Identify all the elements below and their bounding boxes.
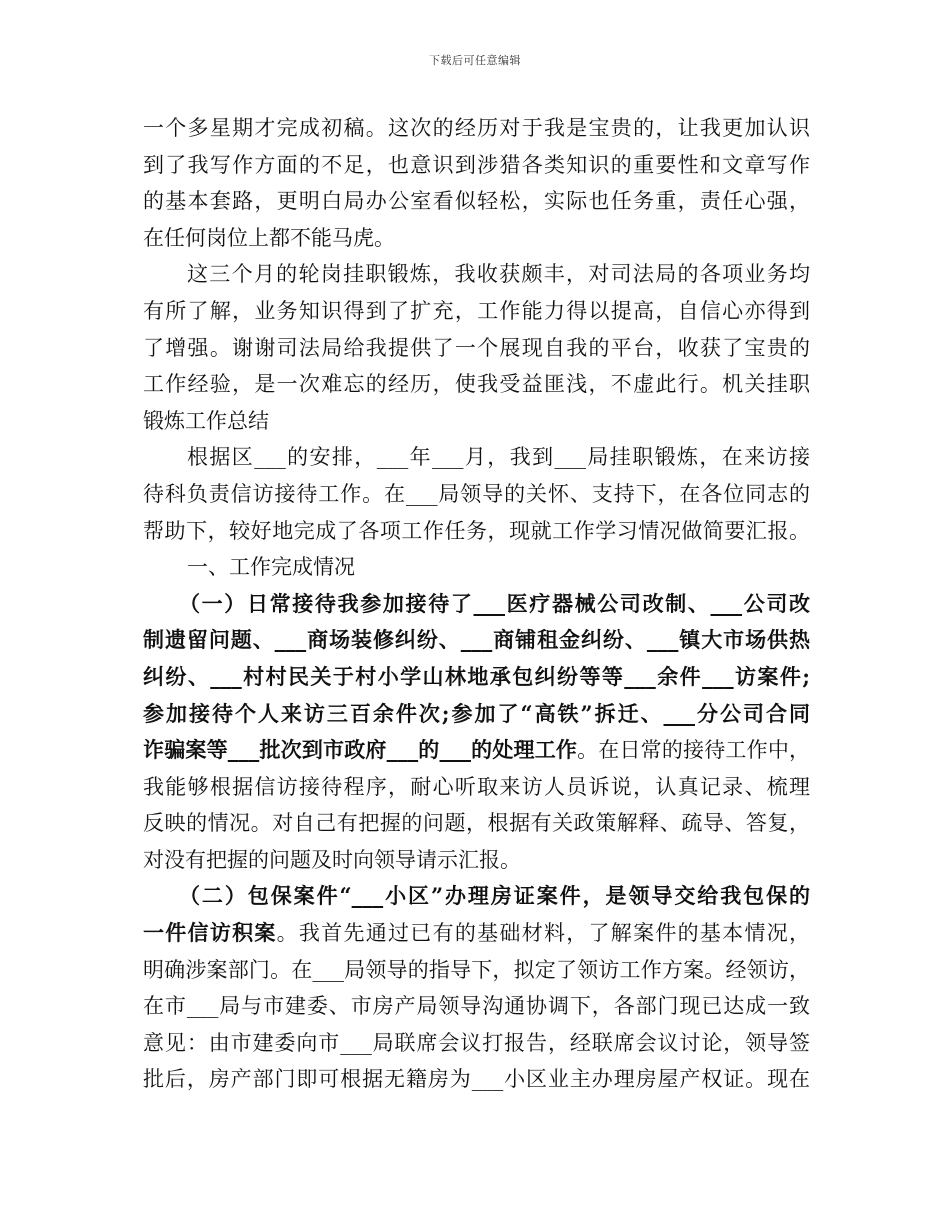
text-line: 根据区___的安排，___年___月，我到___局挂职锻炼，在来访接 [187,445,810,470]
text-line: 参加接待个人来访三百余件次;参加了“高铁”拆迁、___分公司合同 [143,700,810,726]
text-run: 。在日常的接待工作中， [577,738,811,763]
text-line: 意见：由市建委向市___局联席会议打报告，经联席会议讨论，领导签 [143,1030,810,1055]
text-line: 反映的情况。对自己有把握的问题，根据有关政策解释、疏导、答复， [143,811,810,836]
text-line: 在市___局与市建委、市房产局领导沟通协调下，各部门现已达成一致 [143,994,810,1019]
text-line: 一个多星期才完成初稿。这次的经历对于我是宝贵的，让我更加认识 [143,116,810,140]
text-line: 工作经验，是一次难忘的经历，使我受益匪浅，不虚此行。机关挂职 [143,372,810,397]
document-body [143,110,810,1098]
text-line: 帮助下，较好地完成了各项工作任务，现就工作学习情况做简要汇报。 [143,518,810,543]
section-heading: 一、工作完成情况 [187,555,355,580]
text-line: 在任何岗位上都不能马虎。 [143,225,395,250]
text-line: 批后，房产部门即可根据无籍房为___小区业主办理房屋产权证。现在 [143,1067,810,1092]
text-line: 待科负责信访接待工作。在___局领导的关怀、支持下，在各位同志的 [143,481,810,506]
text-line: 了增强。谢谢司法局给我提供了一个展现自我的平台，收获了宝贵的 [143,335,810,360]
bold-run: 一件信访积案 [143,920,277,946]
text-run: 。我首先通过已有的基础材料，了解案件的基本情况， [276,921,810,946]
text-line: （二）包保案件“___小区”办理房证案件，是领导交给我包保的 [179,883,810,909]
bold-run: 诈骗案等___批次到市政府___的___的处理工作 [143,737,578,763]
text-line: 对没有把握的问题及时向领导请示汇报。 [143,847,521,872]
text-line: 的基本套路，更明白局办公室看似轻松，实际也任务重，责任心强， [143,189,810,214]
text-line: （一）日常接待我参加接待了___医疗器械公司改制、___公司改 [179,590,810,616]
text-line: 明确涉案部门。在___局领导的指导下，拟定了领访工作方案。经领访， [143,957,810,982]
text-line: 到了我写作方面的不足，也意识到涉猎各类知识的重要性和文章写作 [143,152,810,177]
text-line: 我能够根据信访接待程序，耐心听取来访人员诉说，认真记录、梳理 [143,774,810,799]
text-line: 制遗留问题、___商场装修纠纷、___商铺租金纠纷、___镇大市场供热 [143,627,810,653]
text-line [143,915,810,952]
text-line: 锻炼工作总结 [143,408,269,433]
text-line: 纠纷、___村村民关于村小学山林地承包纠纷等等___余件___访案件; [143,663,810,689]
text-line: 这三个月的轮岗挂职锻炼，我收获颇丰，对司法局的各项业务均 [187,262,810,287]
page-header: 下载后可任意编辑 [429,54,521,67]
text-line [143,732,810,769]
text-line: 有所了解，业务知识得到了扩充，工作能力得以提高，自信心亦得到 [143,298,810,323]
